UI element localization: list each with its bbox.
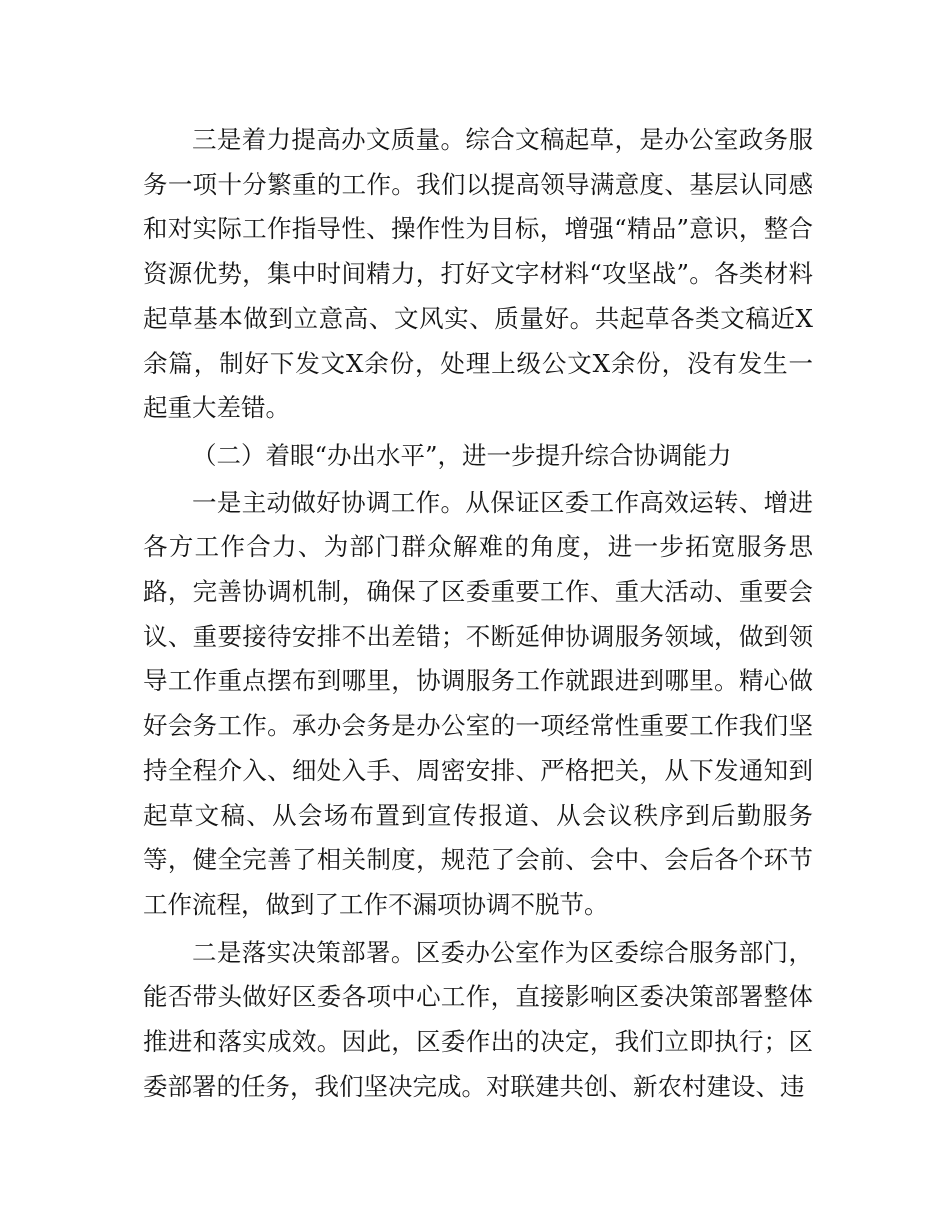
paragraph-coordination-work: 一是主动做好协调工作。从保证区委工作高效运转、增进各方工作合力、为部门群众解难的角度，进一步拓宽服务思路，完善协调机制，确保了区委重要工作、重大活动、重要会议、重要接待安排不出差错；不断延伸协调服务领域，做到领导工作重点摆布到哪里，协调服务工作就跟进到哪里。精心做好会务工作。承办会务是办公室的一项经常性重要工作我们坚持全程介入、细处入手、周密安排、严格把关，从下发通知到起草文稿、从会场布置到宣传报道、从会议秩序到后勤服务等，健全完善了相关制度，规范了会前、会中、会后各个环节工作流程，做到了工作不漏项协调不脱节。 — [143, 487, 813, 919]
paragraph-implement-decisions: 二是落实决策部署。区委办公室作为区委综合服务部门，能否带头做好区委各项中心工作，直接影响区委决策部署整体推进和落实成效。因此，区委作出的决定，我们立即执行；区委部署的任务，我们坚决完成。对联建共创、新农村建设、违 — [143, 937, 813, 1101]
paragraph-office-document-quality: 三是着力提高办文质量。综合文稿起草，是办公室政务服务一项十分繁重的工作。我们以提高领导满意度、基层认同感和对实际工作指导性、操作性为目标，增强“精品”意识，整合资源优势，集中时间精力，打好文字材料“攻坚战”。各类材料起草基本做到立意高、文风实、质量好。共起草各类文稿近X余篇，制好下发文X余份，处理上级公文X余份，没有发生一起重大差错。 — [143, 125, 813, 423]
document-page — [143, 118, 813, 1109]
section-heading-coordination: （二）着眼“办出水平”，进一步提升综合协调能力 — [192, 440, 732, 470]
